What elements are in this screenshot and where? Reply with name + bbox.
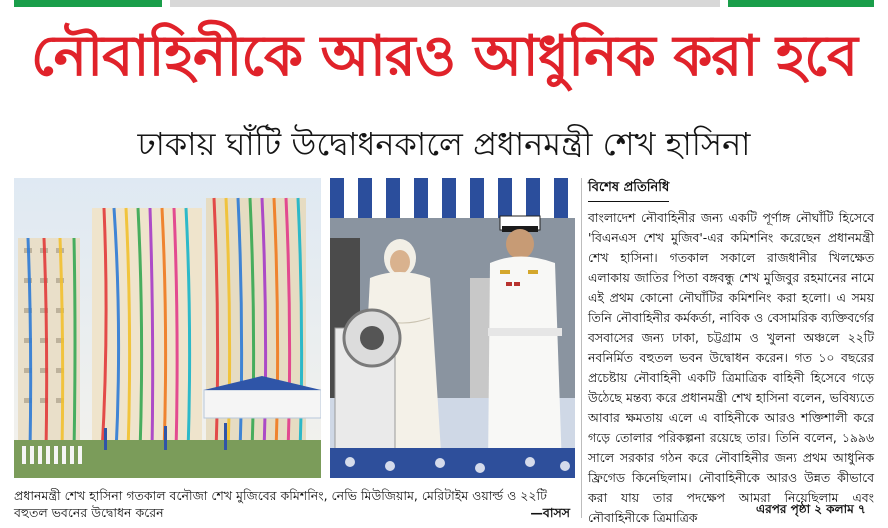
building-photo xyxy=(14,178,321,478)
top-strip-right xyxy=(728,0,874,7)
column-divider xyxy=(581,178,582,518)
top-strip-center xyxy=(170,0,720,7)
headline: নৌবাহিনীকে আরও আধুনিক করা হবে xyxy=(30,24,858,89)
photo-credit: —বাসস xyxy=(530,505,570,520)
photo-caption xyxy=(14,487,574,521)
continued-on-page[interactable]: এরপর পৃষ্ঠা ২ কলাম ৭ xyxy=(756,502,866,516)
photo-caption-text: প্রধানমন্ত্রী শেখ হাসিনা গতকাল বনৌজা শেখ মুজিবের কমিশনিং, নেভি মিউজিয়াম, মেরিটাইম ওয়ার্ল্ড ও ২২টি বহুতল ভবনের উদ্বোধন করেন xyxy=(14,488,547,520)
ceremony-photo xyxy=(330,178,575,478)
top-strip xyxy=(0,0,888,8)
article-body: বাংলাদেশ নৌবাহিনীর জন্য একটি পূর্ণাঙ্গ নৌঘাঁটি হিসেবে 'বিএনএস শেখ মুজিব'-এর কমিশনিং করেছেন প্রধানমন্ত্রী শেখ হাসিনা। গতকাল সকালে রাজধানীর খিলক্ষেত এলাকায় জাতির পিতা বঙ্গবন্ধু শেখ মুজিবুর রহমানের নামে এই প্রথম কোনো নৌঘাঁটির কমিশনিং করা হলো। এ সময় তিনি নৌবাহিনীর কর্মকর্তা, নাবিক ও বেসামরিক ব্যক্তিবর্গের বসবাসের জন্য ঢাকা, চট্টগ্রাম ও খুলনা অঞ্চলে ২২টি নবনির্মিত বহুতল ভবন উদ্বোধন করেন। গত ১০ বছরের প্রচেষ্টায় নৌবাহিনী একটি ত্রিমাত্রিক বাহিনী হিসেবে গড়ে উঠেছে মন্তব্য করে প্রধানমন্ত্রী শেখ হাসিনা বলেন, ভবিষ্যতে আবার ক্ষমতায় এলে এ বাহিনীকে আরও শক্তিশালী করে গড়ে তোলার পরিকল্পনা রয়েছে তার। তিনি বলেন, ১৯৯৬ সালে সরকার গঠন করে নৌবাহিনীর জন্য প্রথম আধুনিক ফ্রিগেড কিনেছিলাম। নৌবাহিনীকে আরও উন্নত কীভাবে করা যায় তার পদক্ষেপ আমরা নিয়েছিলাম এবং নৌবাহিনীকে ত্রিমাত্রিক xyxy=(588,210,874,525)
top-strip-left xyxy=(14,0,162,7)
subheadline: ঢাকায় ঘাঁটি উদ্বোধনকালে প্রধানমন্ত্রী শেখ হাসিনা xyxy=(137,125,751,163)
byline: বিশেষ প্রতিনিধি xyxy=(588,178,669,202)
